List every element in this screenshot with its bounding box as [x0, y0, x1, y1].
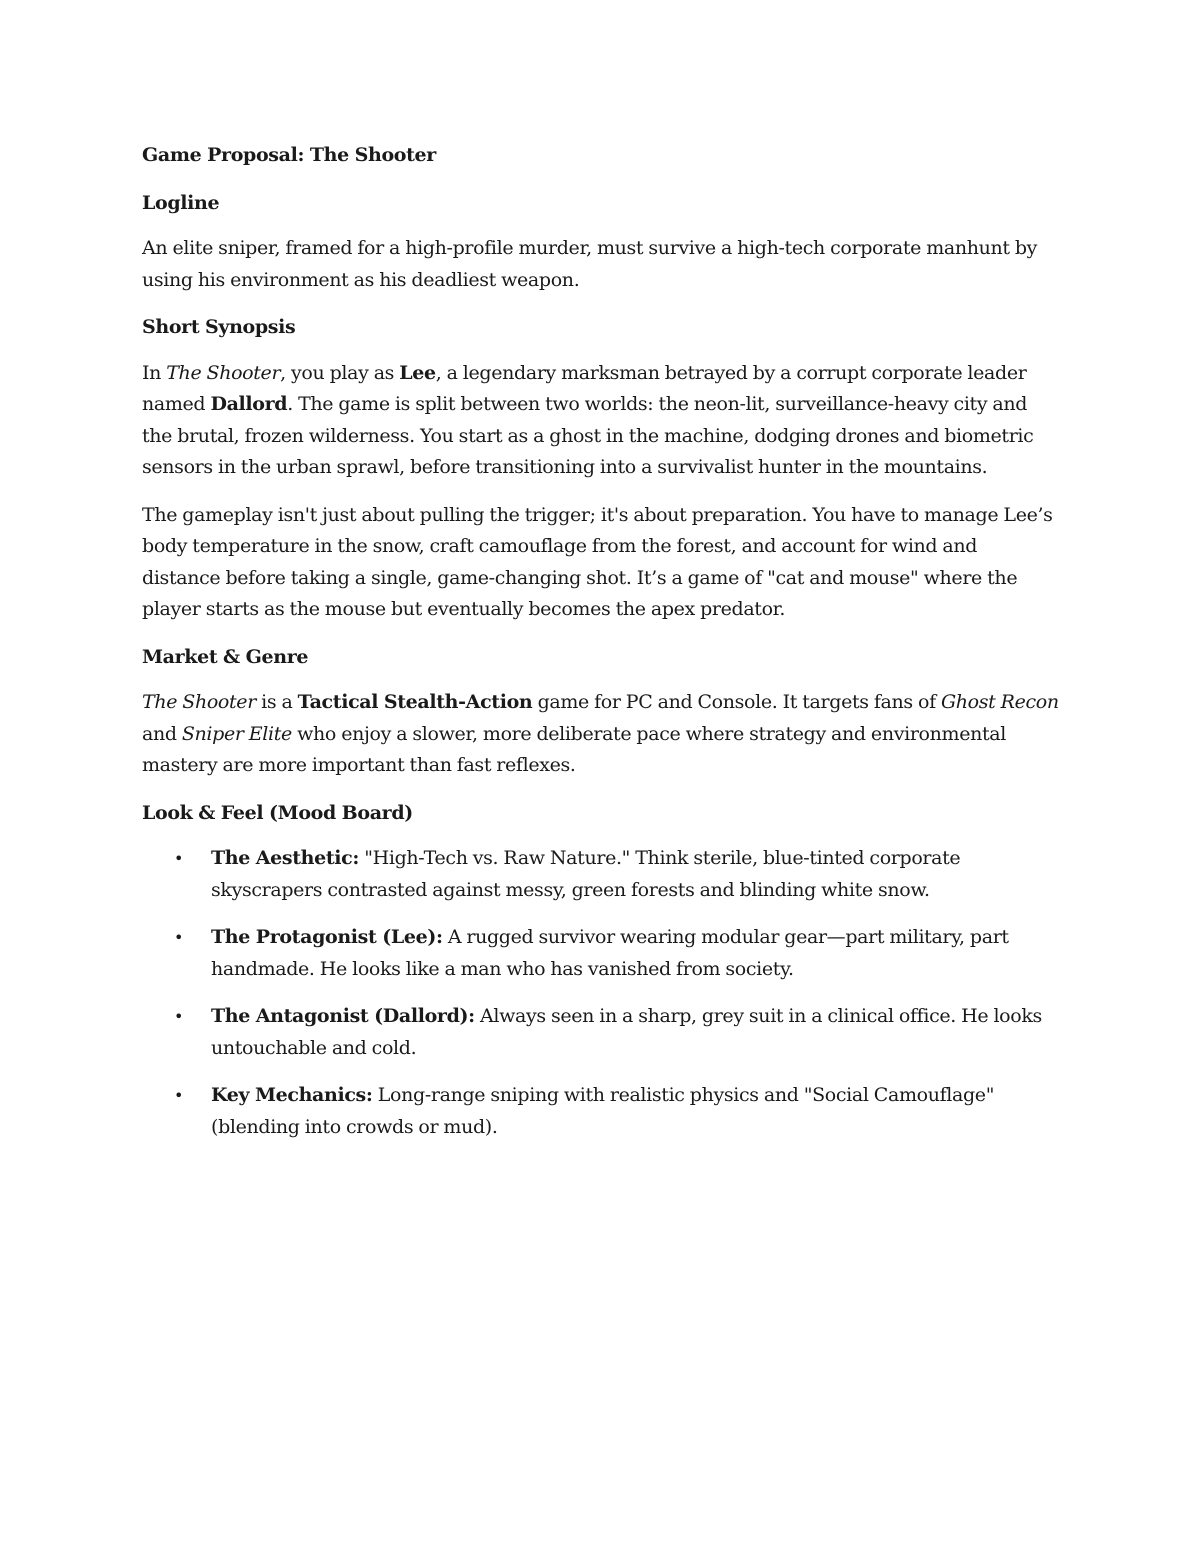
bullet-icon: •: [174, 928, 184, 947]
market-heading: Market & Genre: [142, 645, 309, 668]
game-title-italic: The Shooter: [142, 691, 256, 713]
document-page: [142, 140, 1060, 1159]
mood-board-list: [142, 843, 1060, 1143]
list-item: [142, 1080, 1060, 1143]
synopsis-heading: Short Synopsis: [142, 316, 296, 338]
bullet-icon: •: [174, 849, 184, 868]
bullet-icon: •: [174, 1086, 184, 1105]
list-item-label: The Antagonist (Dallord):: [211, 1005, 475, 1027]
villain-name: Dallord: [210, 393, 288, 415]
bullet-icon: •: [174, 1007, 184, 1026]
list-item-text: Always seen in a sharp, grey suit in a clinical office. He looks untouchable and cold.: [211, 1005, 1042, 1059]
reference-game-2: Sniper Elite: [181, 722, 292, 745]
market-paragraph: [142, 687, 1060, 782]
list-item-label: The Aesthetic:: [211, 847, 360, 869]
list-item-label: Key Mechanics:: [211, 1084, 373, 1106]
game-title-italic: The Shooter: [166, 361, 281, 384]
hero-name: Lee: [399, 361, 436, 384]
document-title: Game Proposal: The Shooter: [142, 144, 436, 166]
list-item-text: "High-Tech vs. Raw Nature." Think sterile, blue-tinted corporate skyscrapers contrasted against messy, green forests and blinding white snow.: [211, 847, 961, 901]
list-item: [142, 843, 1060, 906]
synopsis-paragraph-1: [142, 358, 1060, 484]
text-run: In: [142, 361, 167, 384]
synopsis-paragraph-2: The gameplay isn't just about pulling the trigger; it's about preparation. You have to manage Lee’s body temperature in the snow, craft camouflage from the forest, and account for wind and distance before taking a single, game-changing shot. It’s a game of "cat and mouse" where the player starts as the mouse but eventually becomes the apex predator.: [142, 503, 1053, 620]
list-item-text: A rugged survivor wearing modular gear—part military, part handmade. He looks like a man who has vanished from society.: [211, 926, 1009, 980]
text-run: game for PC and Console. It targets fans of: [532, 691, 941, 713]
list-item: [142, 922, 1060, 985]
text-run: , a legendary marksman betrayed by a corrupt corporate leader named: [142, 361, 1027, 415]
text-run: is a: [255, 691, 298, 713]
list-item-label: The Protagonist (Lee):: [211, 926, 443, 948]
logline-heading: Logline: [142, 191, 220, 214]
text-run: , you play as: [280, 361, 400, 384]
reference-game-1: Ghost Recon: [940, 691, 1059, 713]
text-run: . The game is split between two worlds: the neon-lit, surveillance-heavy city and the brutal, frozen wilderness. You start as a ghost in the machine, dodging drones and biometric sensors in the urban sprawl, before transitioning into a survivalist hunter in the mountains.: [142, 393, 1034, 478]
text-run: and: [142, 722, 182, 745]
logline-text: An elite sniper, framed for a high-profile murder, must survive a high-tech corporate manhunt by using his environment as his deadliest weapon.: [142, 237, 1038, 291]
genre-label: Tactical Stealth-Action: [297, 691, 533, 713]
list-item-text: Long-range sniping with realistic physics and "Social Camouflage" (blending into crowds or mud).: [211, 1084, 995, 1138]
look-feel-heading: Look & Feel (Mood Board): [142, 801, 413, 824]
text-run: who enjoy a slower, more deliberate pace where strategy and environmental mastery are more important than fast reflexes.: [142, 722, 1006, 776]
list-item: [142, 1001, 1060, 1064]
